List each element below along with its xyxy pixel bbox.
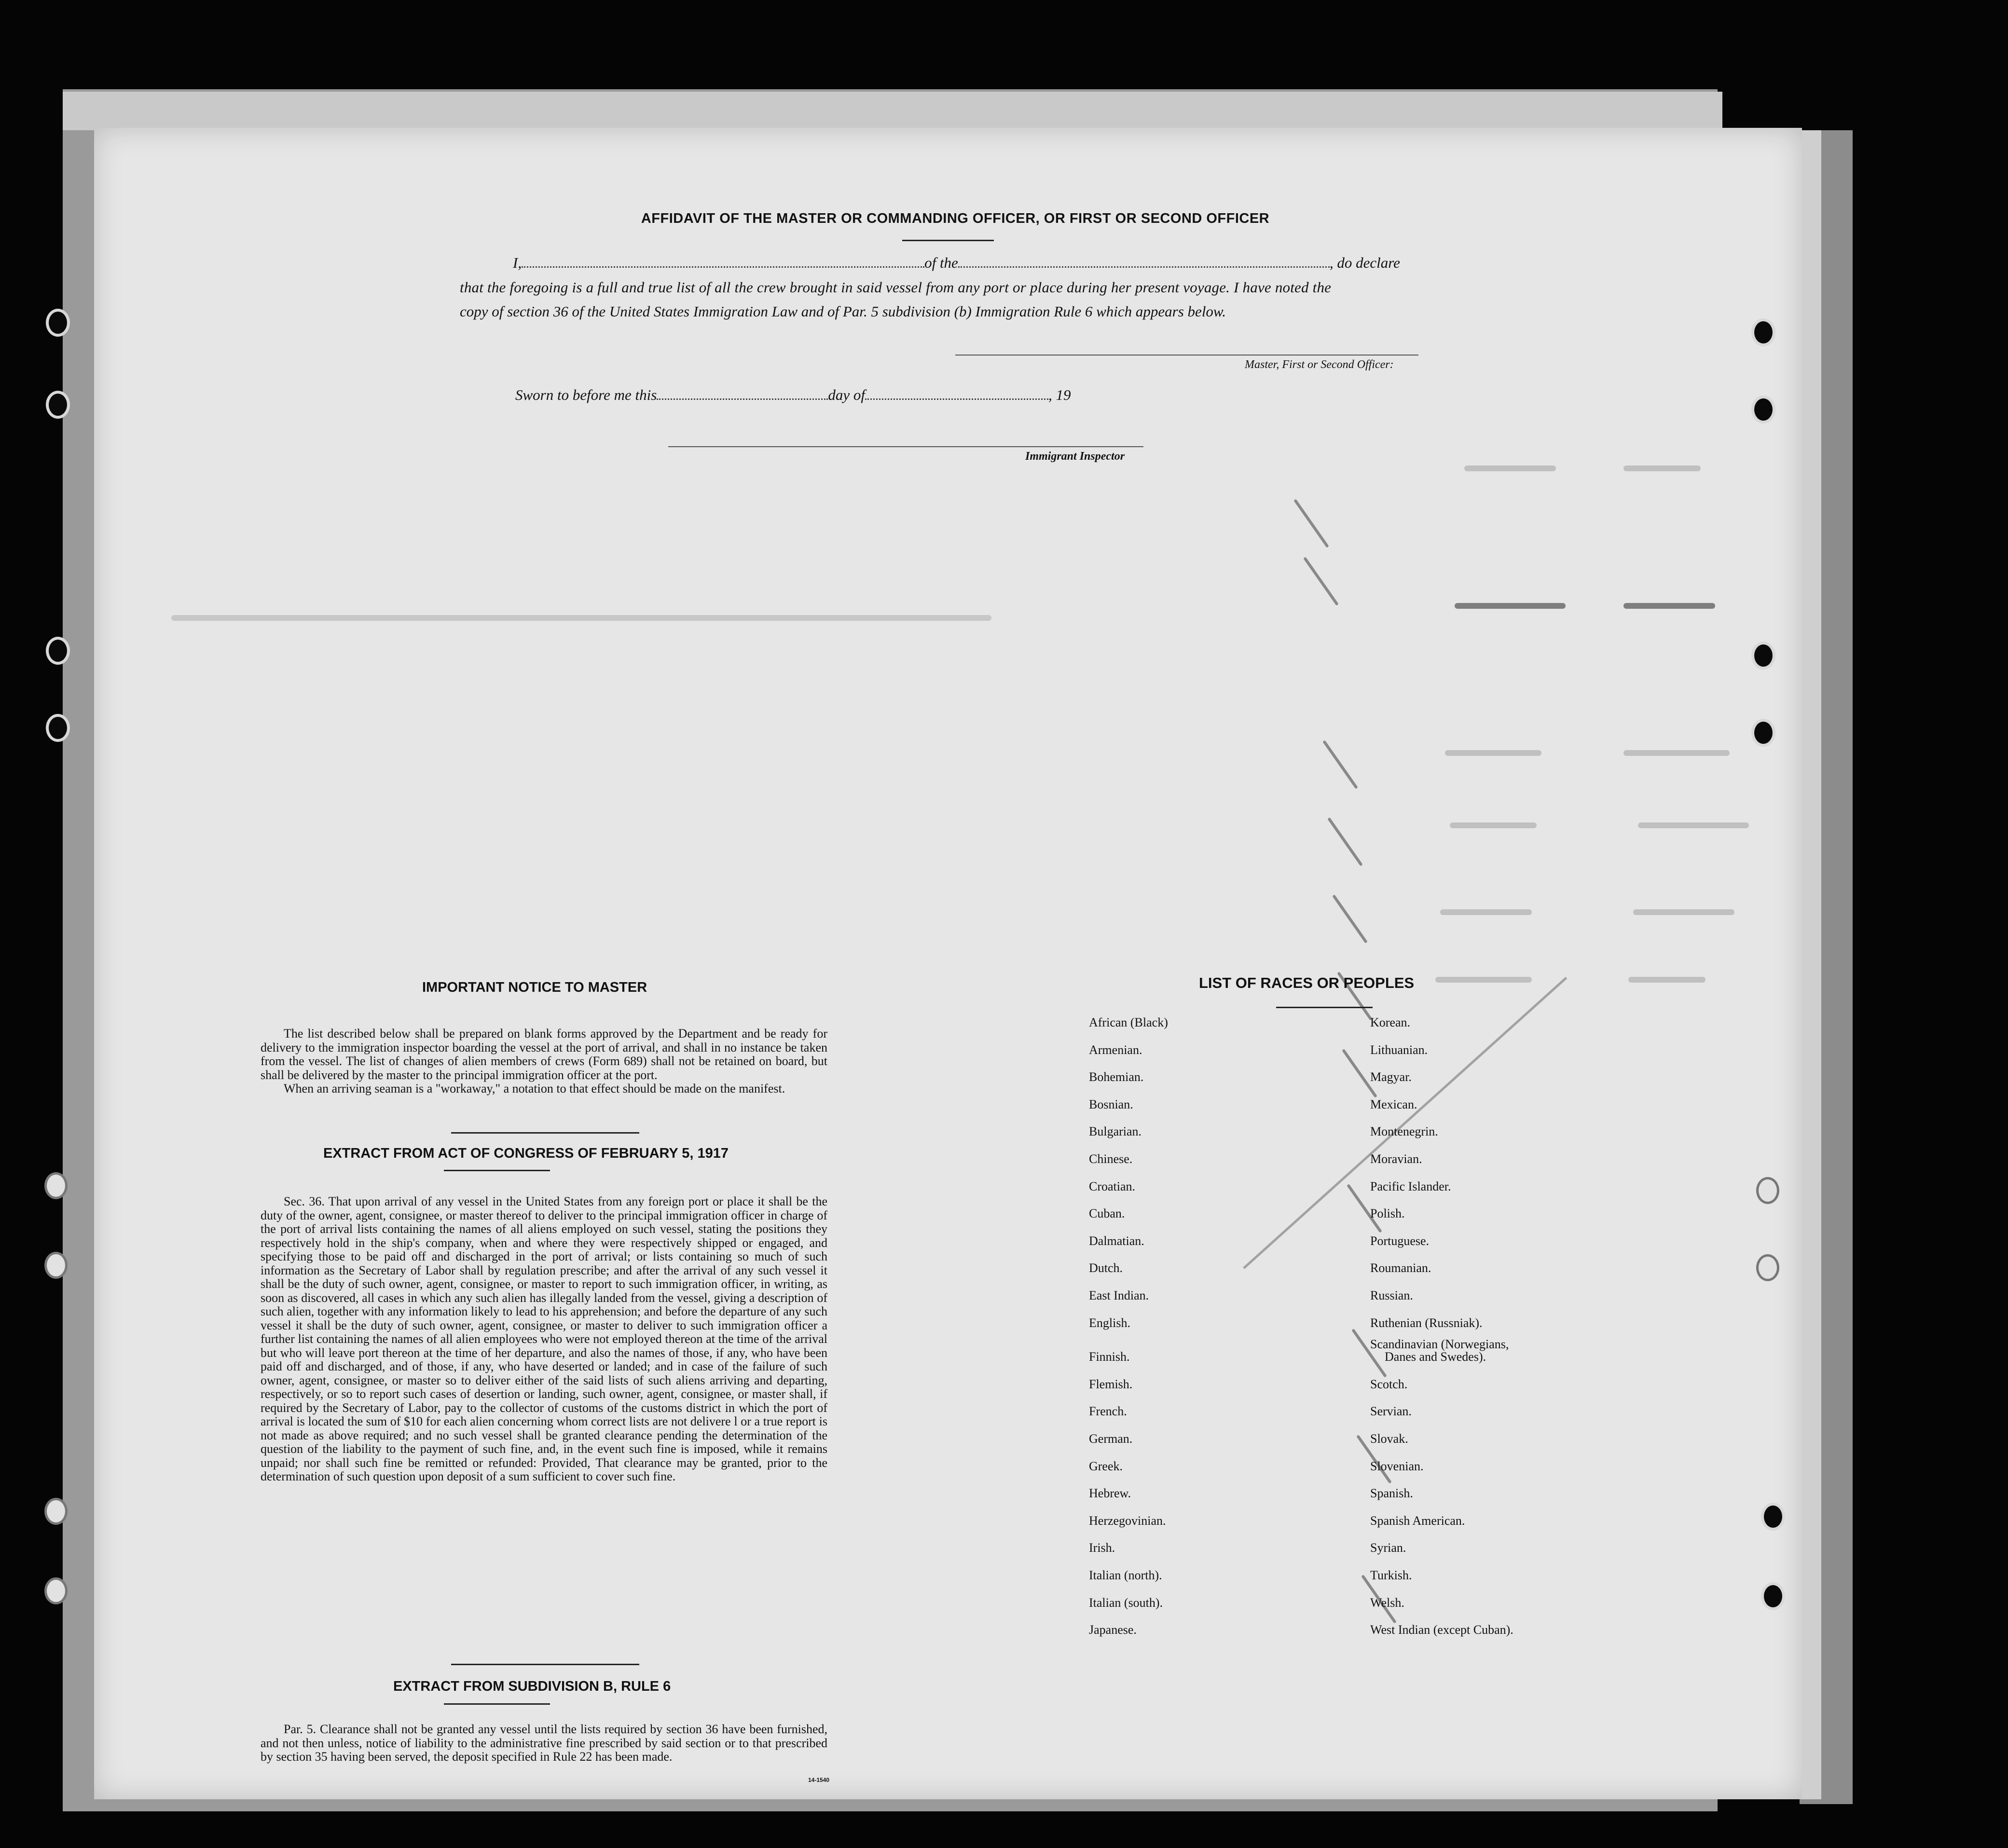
race-item: Irish. — [1089, 1541, 1115, 1555]
binder-hole — [46, 391, 70, 419]
extract-rule-title: EXTRACT FROM SUBDIVISION B, RULE 6 — [393, 1679, 671, 1694]
race-item: Greek. — [1089, 1459, 1123, 1473]
bleed-mark — [1435, 977, 1532, 983]
signature-line[interactable] — [955, 355, 1418, 356]
par-5-text: Par. 5. Clearance shall not be granted any vessel until the lists required by section 36 have been furnished, and not then unless, notice of liability to the administrative fine prescribed by said section or to that prescribed by section 35 having been served, the deposit specified in Rule 22 has been made. — [261, 1722, 827, 1764]
race-item: Bohemian. — [1089, 1070, 1144, 1084]
extract-act-title: EXTRACT FROM ACT OF CONGRESS OF FEBRUARY 5, 1917 — [323, 1146, 729, 1161]
section-rule — [451, 1664, 639, 1665]
bleed-mark — [1450, 822, 1537, 828]
pencil-tick — [1327, 817, 1363, 866]
notice-text — [261, 1027, 827, 1096]
bleed-mark — [1623, 465, 1701, 471]
race-item: Servian. — [1370, 1404, 1412, 1419]
signature-label: Master, First or Second Officer: — [1245, 358, 1394, 371]
race-item: Scotch. — [1370, 1377, 1408, 1391]
bleed-mark — [1440, 909, 1532, 915]
affidavit-line-2: that the foregoing is a full and true list of all the crew brought in said vessel from any port or place during her present voyage. I have noted the — [460, 279, 1332, 296]
declare-suffix: , do declare — [1329, 254, 1400, 271]
binder-hole — [1761, 1582, 1785, 1610]
race-item: Chinese. — [1089, 1152, 1133, 1166]
pencil-tick — [1351, 1328, 1387, 1378]
race-item: Flemish. — [1089, 1377, 1133, 1391]
pencil-tick — [1293, 499, 1329, 548]
extract-act-text — [261, 1195, 827, 1484]
binder-hole — [44, 1252, 68, 1279]
race-item: West Indian (except Cuban). — [1370, 1623, 1513, 1637]
race-item: German. — [1089, 1432, 1133, 1446]
race-item: Portuguese. — [1370, 1233, 1430, 1248]
affidavit-line-1 — [513, 254, 1400, 272]
inspector-signature-line[interactable] — [668, 446, 1143, 447]
inspector-label: Immigrant Inspector — [1025, 450, 1125, 463]
race-item: Bulgarian. — [1089, 1124, 1142, 1139]
race-item: Bosnian. — [1089, 1097, 1133, 1111]
bleed-mark — [1455, 603, 1566, 609]
race-item: African (Black) — [1089, 1015, 1168, 1029]
race-item: Italian (south). — [1089, 1595, 1163, 1610]
race-item: Mexican. — [1370, 1097, 1417, 1111]
race-item: East Indian. — [1089, 1288, 1149, 1302]
race-item: English. — [1089, 1315, 1130, 1330]
section-36-text: Sec. 36. That upon arrival of any vessel in the United States from any foreign port or place it shall be the duty of the owner, agent, consignee, or master thereof to deliver to the principal immigration officer in charge of the port of arrival lists containing the names of all aliens employed on such vessel, stating the positions they respectively hold in the ship's company, when and where they were respectively shipped or engaged, and specifying those to be paid off and discharged in the port of arrival; or lists containing so much of such information as the Secretary of Labor shall by regulation prescribe; and after the arrival of any such vessel it shall be the duty of such owner, agent, consignee, or master to report to such immigration officer, in writing, as soon as discovered, all cases in which any such alien has illegally landed from the vessel, giving a description of such alien, together with any information likely to lead to his apprehension; and before the departure of any such vessel it shall be the duty of such owner, agent, consignee, or master to deliver to such immigration officer a further list containing the names of all alien employees who were not employed thereon at the time of the arrival but who will leave port thereon at the time of her departure, and also the names of those, if any, who have been paid off and discharged, and of those, if any, who have deserted or landed; and in case of the failure of such owner, agent, consignee, or master so to deliver either of the said lists of such aliens arriving and departing, respectively, or so to report such cases of desertion or landing, such owner, agent, consignee, or master shall, if required by the Secretary of Labor, pay to the collector of customs of the customs district in which the port of arrival is located the sum of $10 for each alien concerning whom correct lists are not delivere l or a true report is not made as above required; and no such vessel shall be granted clearance pending the determination of the question of the liability to the payment of such fine, and, in the event such fine is imposed, while it remains unpaid; nor shall such fine be remitted or refunded: Provided, That clearance may be granted, prior to the determination of such question upon deposit of a sum sufficient to cover such fine. — [261, 1194, 827, 1483]
vessel-prefix: of the — [924, 254, 958, 271]
bleed-mark — [1623, 750, 1730, 756]
race-item: Croatian. — [1089, 1179, 1136, 1193]
races-rule — [1276, 1007, 1373, 1008]
bleed-mark — [1638, 822, 1749, 828]
race-item: Korean. — [1370, 1015, 1411, 1029]
sworn-year-prefix: , 19 — [1048, 386, 1071, 403]
form-page — [94, 128, 1802, 1799]
declarant-prefix: I, — [513, 254, 522, 271]
race-item: Danes and Swedes). — [1385, 1350, 1486, 1364]
binder-hole — [44, 1172, 68, 1199]
back-sheet-top-edge — [63, 92, 1722, 130]
race-item: Herzegovinian. — [1089, 1513, 1166, 1528]
section-rule — [444, 1170, 550, 1171]
race-item: Welsh. — [1370, 1595, 1404, 1610]
race-item: Scandinavian (Norwegians, — [1370, 1337, 1509, 1352]
pencil-tick — [1303, 557, 1339, 606]
section-rule — [451, 1132, 639, 1134]
affidavit-line-3: copy of section 36 of the United States Immigration Law and of Par. 5 subdivision (b) Immigration Rule 6 which appears below. — [460, 303, 1226, 320]
sworn-line — [515, 386, 1071, 404]
sworn-month-prefix: day of — [828, 386, 865, 403]
bleed-mark — [1623, 603, 1715, 609]
race-item: Spanish. — [1370, 1486, 1413, 1501]
race-item: Japanese. — [1089, 1623, 1137, 1637]
race-item: Dutch. — [1089, 1261, 1123, 1275]
race-item: Ruthenian (Russniak). — [1370, 1315, 1483, 1330]
bleed-mark — [171, 615, 991, 621]
bleed-mark — [1628, 977, 1705, 983]
races-title: LIST OF RACES OR PEOPLES — [1199, 974, 1415, 991]
bleed-mark — [1445, 750, 1541, 756]
race-item: French. — [1089, 1404, 1127, 1419]
race-item: Finnish. — [1089, 1350, 1130, 1364]
binder-hole — [1756, 1254, 1779, 1281]
section-rule — [444, 1703, 550, 1705]
binder-hole — [1751, 318, 1775, 346]
race-item: Moravian. — [1370, 1152, 1422, 1166]
race-item: Magyar. — [1370, 1070, 1412, 1084]
binder-hole — [46, 637, 70, 665]
notice-title: IMPORTANT NOTICE TO MASTER — [422, 980, 647, 995]
binder-hole — [1751, 719, 1775, 747]
title-rule — [902, 240, 994, 241]
race-item: Italian (north). — [1089, 1568, 1162, 1582]
binder-hole — [44, 1498, 68, 1525]
declarant-name-field[interactable] — [522, 257, 924, 268]
race-item: Hebrew. — [1089, 1486, 1131, 1501]
notice-paragraph-1: The list described below shall be prepared on blank forms approved by the Department and be ready for delivery to the immigration inspector boarding the vessel at the port of arrival, and shall in no instance be taken from the vessel. The list of changes of alien members of crews (Form 689) shall not be retained on board, but shall be delivered by the master to the principal immigration officer at the port. — [261, 1027, 827, 1082]
race-item: Russian. — [1370, 1288, 1413, 1302]
pencil-tick — [1332, 894, 1368, 944]
race-item: Turkish. — [1370, 1568, 1412, 1582]
sworn-day-field[interactable] — [657, 389, 828, 400]
race-item: Dalmatian. — [1089, 1233, 1144, 1248]
extract-rule-text — [261, 1723, 827, 1764]
notice-paragraph-2: When an arriving seaman is a "workaway," a notation to that effect should be made on the manifest. — [284, 1081, 785, 1095]
page-right-edge — [1802, 130, 1821, 1799]
sworn-prefix: Sworn to before me this — [515, 386, 657, 403]
binder-hole — [46, 714, 70, 742]
race-item: Lithuanian. — [1370, 1042, 1428, 1057]
binder-hole — [1751, 642, 1775, 670]
sworn-month-field[interactable] — [865, 389, 1048, 400]
race-item: Roumanian. — [1370, 1261, 1431, 1275]
race-item: Slovak. — [1370, 1432, 1408, 1446]
bleed-mark — [1633, 909, 1734, 915]
binder-hole — [1751, 396, 1775, 424]
form-number: 14-1540 — [808, 1777, 830, 1783]
affidavit-title: AFFIDAVIT OF THE MASTER OR COMMANDING OFFICER, OR FIRST OR SECOND OFFICER — [641, 211, 1270, 226]
binder-hole — [44, 1577, 68, 1604]
bleed-mark — [1464, 465, 1556, 471]
pencil-tick — [1322, 740, 1358, 789]
race-item: Pacific Islander. — [1370, 1179, 1451, 1193]
race-item: Montenegrin. — [1370, 1124, 1438, 1139]
vessel-name-field[interactable] — [958, 257, 1330, 268]
race-item: Armenian. — [1089, 1042, 1142, 1057]
race-item: Cuban. — [1089, 1206, 1125, 1221]
binder-hole — [1761, 1503, 1785, 1531]
binder-hole — [46, 309, 70, 337]
race-item: Slovenian. — [1370, 1459, 1424, 1473]
race-item: Syrian. — [1370, 1541, 1406, 1555]
binder-hole — [1756, 1177, 1779, 1204]
race-item: Polish. — [1370, 1206, 1405, 1221]
race-item: Spanish American. — [1370, 1513, 1465, 1528]
